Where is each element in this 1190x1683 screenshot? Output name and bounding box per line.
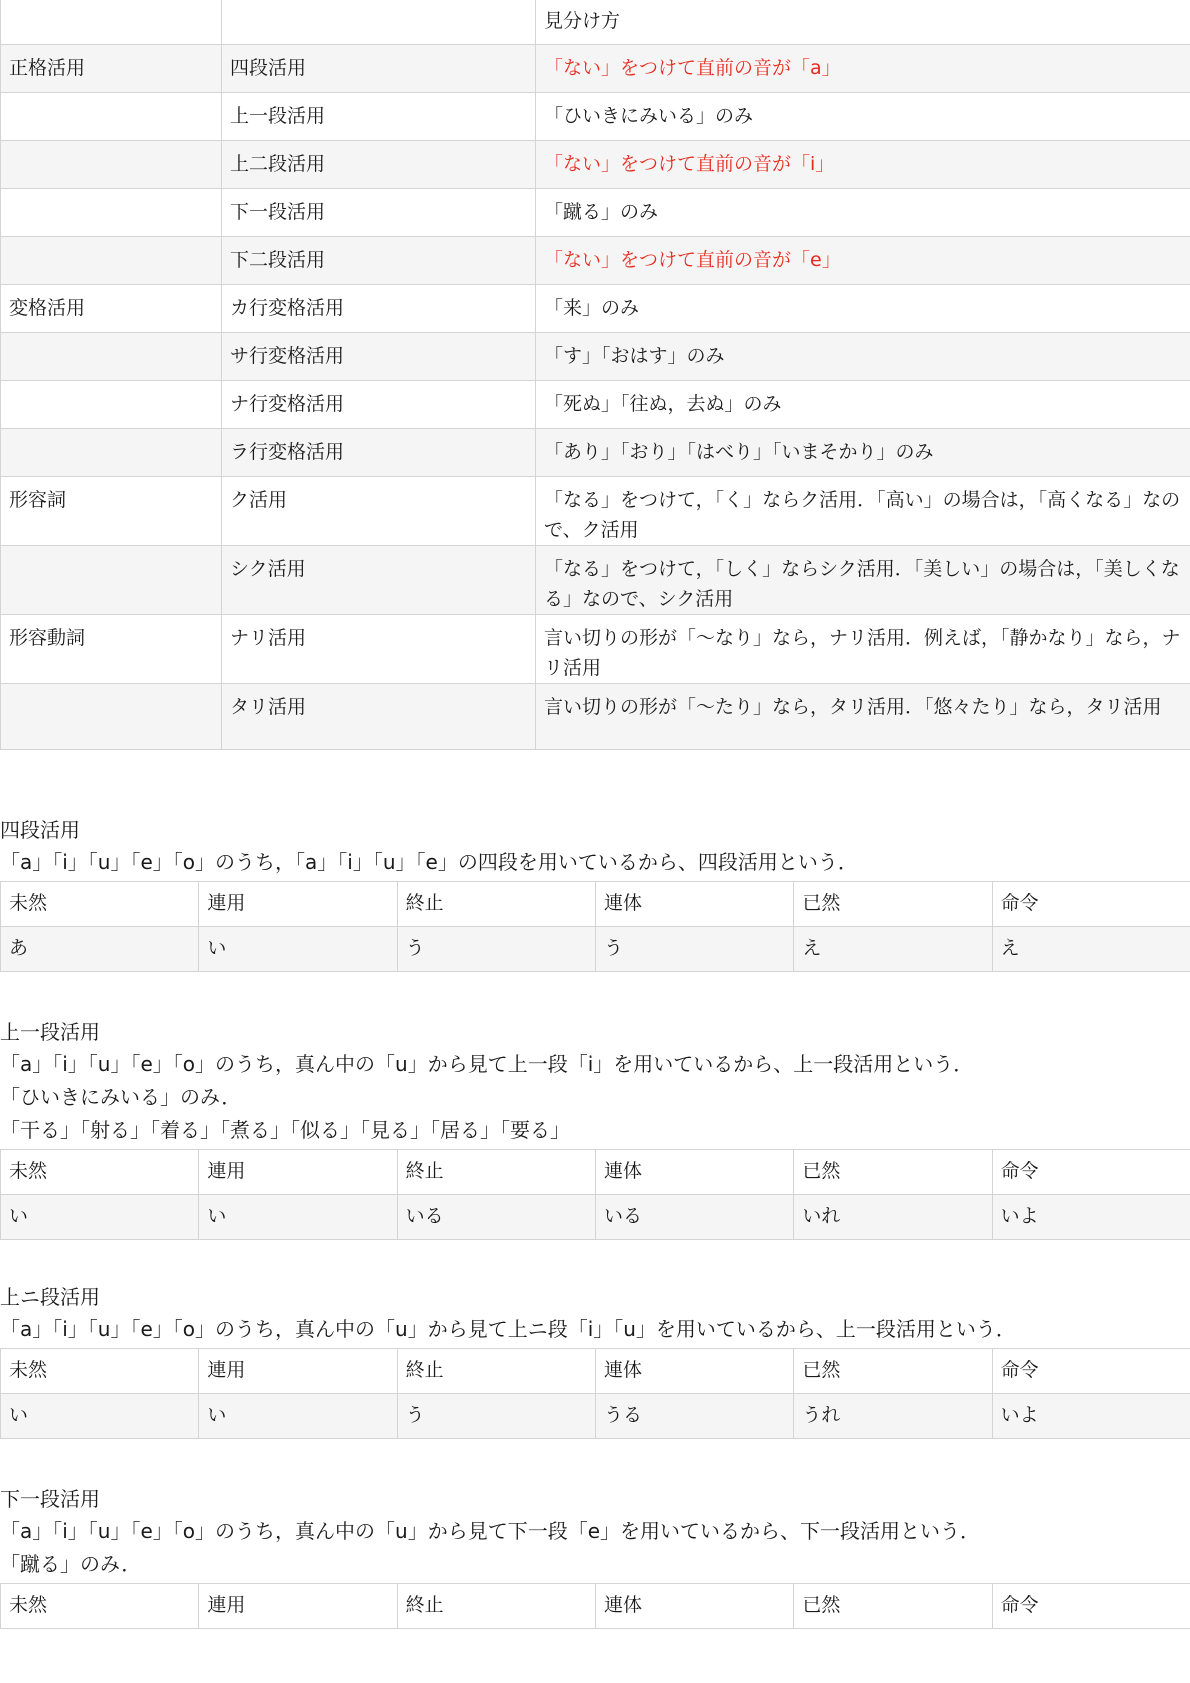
rule-cell: 「あり」「おり」「はべり」「いまそかり」のみ xyxy=(536,429,1190,477)
rule-cell: 「蹴る」のみ xyxy=(536,189,1190,237)
conjugation-value-cell: い xyxy=(1,1394,199,1439)
conjugation-value-cell: う xyxy=(397,1394,595,1439)
table-row xyxy=(1,333,1190,381)
header-cell xyxy=(222,0,536,45)
rule-cell: 「ない」をつけて直前の音が「i」 xyxy=(536,141,1190,189)
conjugation-header-cell: 連体 xyxy=(595,882,793,927)
conjugation-table xyxy=(0,881,1190,972)
group-cell xyxy=(1,93,222,141)
section-yodan xyxy=(0,815,1190,972)
conjugation-value-cell: い xyxy=(199,927,397,972)
conjugation-header-cell: 終止 xyxy=(397,1349,595,1394)
conjugation-value-cell: え xyxy=(794,927,992,972)
conjugation-header-cell: 命令 xyxy=(992,1584,1190,1629)
conjugation-header-row xyxy=(1,1349,1190,1394)
group-cell xyxy=(1,237,222,285)
group-cell xyxy=(1,546,222,615)
type-cell: 下一段活用 xyxy=(222,189,536,237)
conjugation-header-cell: 已然 xyxy=(794,1349,992,1394)
rule-cell: 言い切りの形が「〜たり」なら，タリ活用．「悠々たり」なら，タリ活用 xyxy=(536,684,1190,750)
type-cell: 上一段活用 xyxy=(222,93,536,141)
conjugation-header-cell: 命令 xyxy=(992,1150,1190,1195)
section-kami-nidan xyxy=(0,1282,1190,1439)
group-cell xyxy=(1,429,222,477)
conjugation-header-cell: 連用 xyxy=(199,1150,397,1195)
conjugation-header-cell: 未然 xyxy=(1,1349,199,1394)
table-row xyxy=(1,546,1190,615)
table-row xyxy=(1,93,1190,141)
conjugation-header-cell: 命令 xyxy=(992,882,1190,927)
table-row xyxy=(1,684,1190,750)
conjugation-header-cell: 終止 xyxy=(397,1584,595,1629)
conjugation-value-cell: え xyxy=(992,927,1190,972)
table-row xyxy=(1,285,1190,333)
type-cell: 上二段活用 xyxy=(222,141,536,189)
rule-cell: 「死ぬ」「往ぬ，去ぬ」のみ xyxy=(536,381,1190,429)
section-title: 上一段活用 xyxy=(0,1020,100,1044)
group-cell: 形容動詞 xyxy=(1,615,222,684)
conjugation-header-cell: 已然 xyxy=(794,882,992,927)
conjugation-value-cell: いる xyxy=(595,1195,793,1240)
table-row xyxy=(1,477,1190,546)
conjugation-header-cell: 未然 xyxy=(1,1584,199,1629)
conjugation-value-cell: い xyxy=(1,1195,199,1240)
rule-cell: 「ない」をつけて直前の音が「a」 xyxy=(536,45,1190,93)
conjugation-value-cell: う xyxy=(595,927,793,972)
type-cell: 下二段活用 xyxy=(222,237,536,285)
conjugation-header-cell: 連用 xyxy=(199,882,397,927)
conjugation-value-row xyxy=(1,1195,1190,1240)
group-cell xyxy=(1,333,222,381)
group-cell: 形容詞 xyxy=(1,477,222,546)
type-cell: ク活用 xyxy=(222,477,536,546)
group-cell: 変格活用 xyxy=(1,285,222,333)
table-row xyxy=(1,615,1190,684)
group-cell: 正格活用 xyxy=(1,45,222,93)
table-header-row xyxy=(1,0,1190,45)
section-text: 「a」「i」「u」「e」「o」のうち，「a」「i」「u」「e」の四段を用いているから、四段活用という． xyxy=(0,850,858,874)
conjugation-header-row xyxy=(1,1150,1190,1195)
conjugation-value-cell: い xyxy=(199,1394,397,1439)
section-text: 「a」「i」「u」「e」「o」のうち，真ん中の「u」から見て上一段「i」を用いているから、上一段活用という． xyxy=(0,1052,974,1076)
conjugation-value-cell: うる xyxy=(595,1394,793,1439)
group-cell xyxy=(1,381,222,429)
conjugation-value-cell: う xyxy=(397,927,595,972)
type-cell: ラ行変格活用 xyxy=(222,429,536,477)
conjugation-value-cell: あ xyxy=(1,927,199,972)
type-cell: シク活用 xyxy=(222,546,536,615)
rule-cell: 「ひいきにみいる」のみ xyxy=(536,93,1190,141)
section-text: 「ひいきにみいる」のみ． xyxy=(0,1085,242,1109)
conjugation-header-row xyxy=(1,882,1190,927)
conjugation-header-cell: 連用 xyxy=(199,1349,397,1394)
rule-cell: 「す」「おはす」のみ xyxy=(536,333,1190,381)
conjugation-value-cell: い xyxy=(199,1195,397,1240)
section-text: 「干る」「射る」「着る」「煮る」「似る」「見る」「居る」「要る」 xyxy=(0,1118,570,1142)
conjugation-header-cell: 已然 xyxy=(794,1584,992,1629)
conjugation-table xyxy=(0,1149,1190,1240)
rule-cell: 「なる」をつけて，「く」ならク活用．「高い」の場合は，「高くなる」なので、ク活用 xyxy=(536,477,1190,546)
header-cell xyxy=(1,0,222,45)
table-row xyxy=(1,141,1190,189)
conjugation-table xyxy=(0,1583,1190,1629)
conjugation-header-cell: 連体 xyxy=(595,1349,793,1394)
conjugation-header-cell: 連用 xyxy=(199,1584,397,1629)
conjugation-header-cell: 命令 xyxy=(992,1349,1190,1394)
type-cell: カ行変格活用 xyxy=(222,285,536,333)
type-cell: タリ活用 xyxy=(222,684,536,750)
header-cell: 見分け方 xyxy=(536,0,1190,45)
conjugation-header-cell: 終止 xyxy=(397,1150,595,1195)
rule-cell: 「ない」をつけて直前の音が「e」 xyxy=(536,237,1190,285)
table-row xyxy=(1,429,1190,477)
section-kami-ichidan xyxy=(0,1017,1190,1240)
conjugation-value-cell: いよ xyxy=(992,1394,1190,1439)
type-cell: 四段活用 xyxy=(222,45,536,93)
type-cell: ナ行変格活用 xyxy=(222,381,536,429)
table-row xyxy=(1,45,1190,93)
conjugation-header-cell: 未然 xyxy=(1,1150,199,1195)
section-text: 「蹴る」のみ． xyxy=(0,1552,142,1576)
group-cell xyxy=(1,684,222,750)
rule-cell: 言い切りの形が「〜なり」なら，ナリ活用．例えば，「静かなり」なら，ナリ活用 xyxy=(536,615,1190,684)
group-cell xyxy=(1,189,222,237)
conjugation-value-cell: うれ xyxy=(794,1394,992,1439)
group-cell xyxy=(1,141,222,189)
conjugation-value-cell: いれ xyxy=(794,1195,992,1240)
conjugation-header-row xyxy=(1,1584,1190,1629)
rule-cell: 「なる」をつけて，「しく」ならシク活用．「美しい」の場合は，「美しくなる」なので、シク活用 xyxy=(536,546,1190,615)
conjugation-table xyxy=(0,1348,1190,1439)
conjugation-header-cell: 連体 xyxy=(595,1584,793,1629)
conjugation-value-cell: いる xyxy=(397,1195,595,1240)
conjugation-value-row xyxy=(1,927,1190,972)
type-cell: サ行変格活用 xyxy=(222,333,536,381)
table-row xyxy=(1,189,1190,237)
table-row xyxy=(1,381,1190,429)
section-title: 上ニ段活用 xyxy=(0,1285,100,1309)
conjugation-header-cell: 未然 xyxy=(1,882,199,927)
conjugation-header-cell: 終止 xyxy=(397,882,595,927)
section-text: 「a」「i」「u」「e」「o」のうち，真ん中の「u」から見て下一段「e」を用いているから、下一段活用という． xyxy=(0,1519,981,1543)
section-text: 「a」「i」「u」「e」「o」のうち，真ん中の「u」から見て上ニ段「i」「u」を用いているから、上一段活用という． xyxy=(0,1317,1016,1341)
conjugation-value-row xyxy=(1,1394,1190,1439)
conjugation-header-cell: 已然 xyxy=(794,1150,992,1195)
conjugation-header-cell: 連体 xyxy=(595,1150,793,1195)
rule-cell: 「来」のみ xyxy=(536,285,1190,333)
type-cell: ナリ活用 xyxy=(222,615,536,684)
section-title: 四段活用 xyxy=(0,818,80,842)
table-row xyxy=(1,237,1190,285)
section-shimo-ichidan xyxy=(0,1484,1190,1629)
section-title: 下一段活用 xyxy=(0,1487,100,1511)
conjugation-value-cell: いよ xyxy=(992,1195,1190,1240)
conjugation-type-table xyxy=(0,0,1190,750)
